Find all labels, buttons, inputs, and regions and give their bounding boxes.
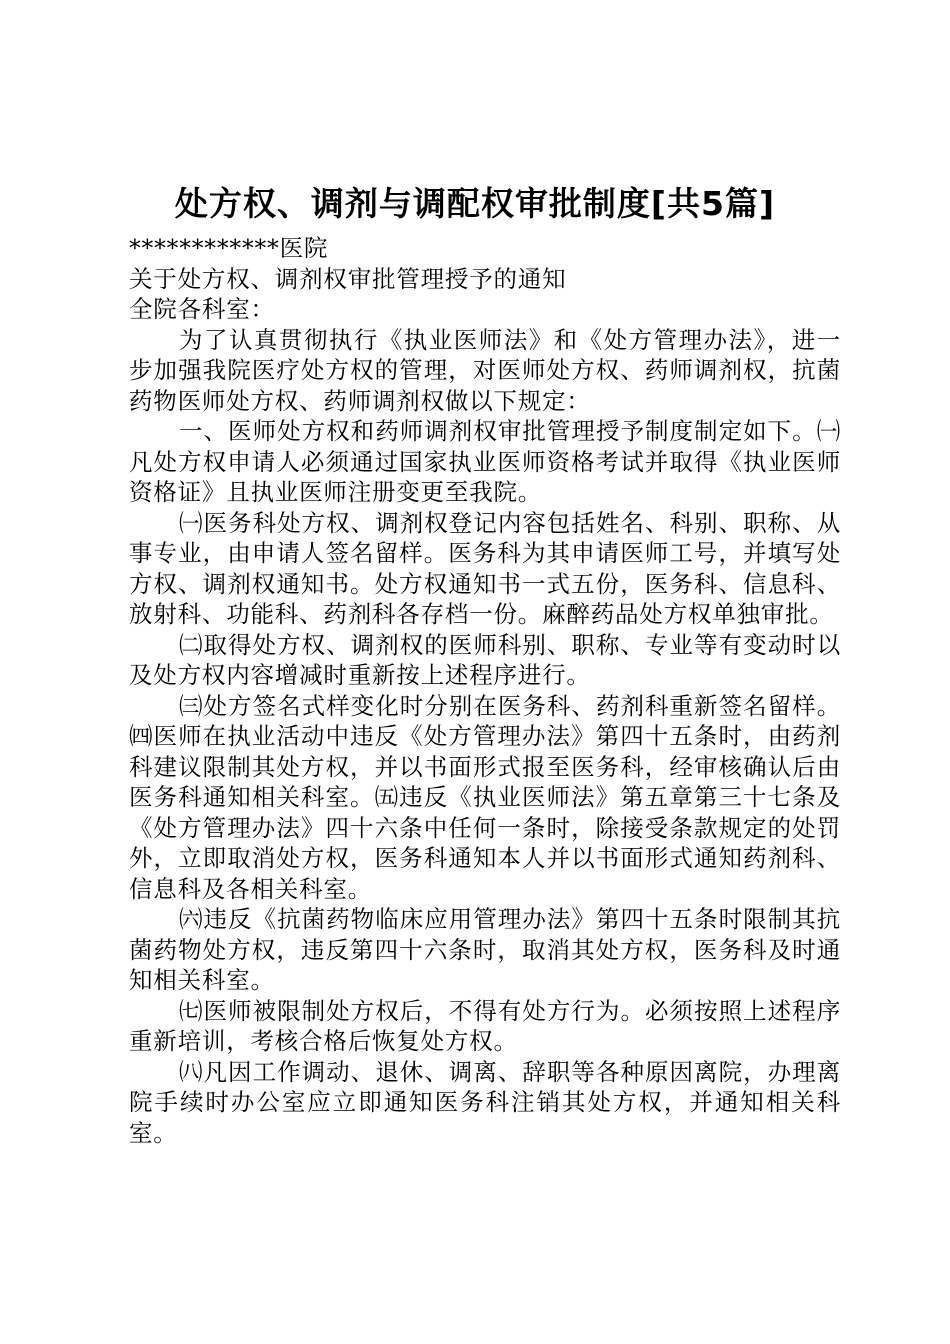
notice-title: 关于处方权、调剂权审批管理授予的通知 — [129, 264, 567, 293]
salutation: 全院各科室： — [129, 295, 275, 323]
paragraph-item-8: ㈧凡因工作调动、退休、调离、辞职等各种原因离院，办理离院手续时办公室应立即通知医务科注销其处方权，并通知相关科室。 — [129, 1057, 841, 1147]
paragraph-section-1: 一、医师处方权和药师调剂权审批管理授予制度制定如下。㈠凡处方权申请人必须通过国家执业医师资格考试并取得《执业医师资格证》且执业医师注册变更至我院。 — [129, 417, 841, 506]
paragraph-item-3-4-5: ㈢处方签名式样变化时分别在医务科、药剂科重新签名留样。㈣医师在执业活动中违反《处方管理办法》第四十五条时，由药剂科建议限制其处方权，并以书面形式报至医务科，经审核确认后由医务科通知相关科室。㈤违反《执业医师法》第五章第三十七条及《处方管理办法》四十六条中任何一条时，除接受条款规定的处罚外，立即取消处方权，医务科通知本人并以书面形式通知药剂科、信息科及各相关科室。 — [129, 691, 841, 903]
document-body — [129, 233, 841, 1148]
document-title: 处方权、调剂与调配权审批制度[共5篇] — [174, 184, 776, 223]
paragraph-intro: 为了认真贯彻执行《执业医师法》和《处方管理办法》，进一步加强我院医疗处方权的管理，对医师处方权、药师调剂权，抗菌药物医师处方权、药师调剂权做以下规定： — [129, 325, 841, 415]
hospital-line: ************医院 — [129, 234, 329, 262]
paragraph-item-registration: ㈠医务科处方权、调剂权登记内容包括姓名、科别、职称、从事专业，由申请人签名留样。医务科为其申请医师工号，并填写处方权、调剂权通知书。处方权通知书一式五份，医务科、信息科、放射科、功能科、药剂科各存档一份。麻醉药品处方权单独审批。 — [129, 508, 841, 628]
paragraph-item-7: ㈦医师被限制处方权后，不得有处方行为。必须按照上述程序重新培训，考核合格后恢复处方权。 — [129, 996, 841, 1055]
paragraph-item-2: ㈡取得处方权、调剂权的医师科别、职称、专业等有变动时以及处方权内容增减时重新按上述程序进行。 — [129, 630, 841, 689]
paragraph-item-6: ㈥违反《抗菌药物临床应用管理办法》第四十五条时限制其抗菌药物处方权，违反第四十六条时，取消其处方权，医务科及时通知相关科室。 — [129, 905, 841, 994]
